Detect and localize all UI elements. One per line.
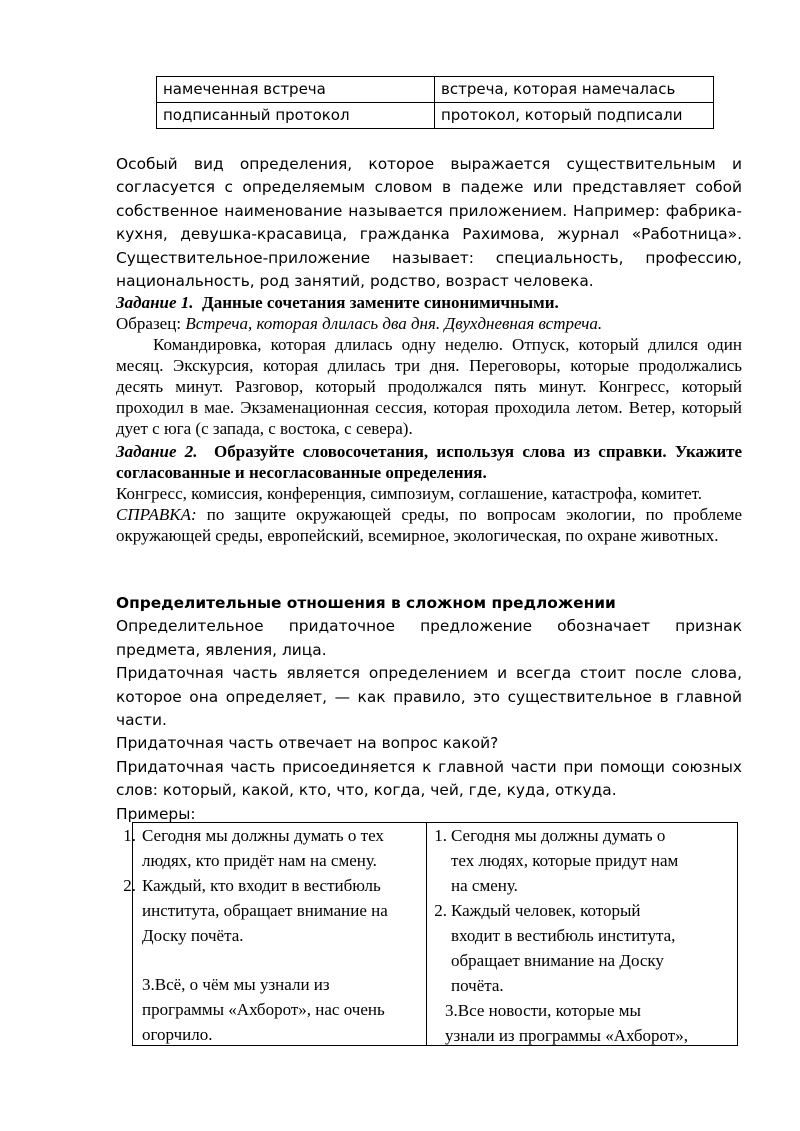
task2-reference: [116, 504, 742, 546]
task1-title: Данные сочетания замените синонимичными.: [202, 293, 559, 312]
task1-sample-text: Встреча, которая длилась два дня. Двухдневная встреча.: [185, 314, 603, 333]
examples-label: Примеры:: [116, 804, 196, 823]
example-item: [427, 823, 727, 898]
example-line: огорчило.: [142, 1025, 213, 1044]
intro-block: [116, 153, 742, 293]
task2-block: [116, 441, 742, 546]
examples-left-frame: [123, 822, 426, 1046]
example-item: [116, 873, 426, 948]
example-item: [427, 998, 727, 1048]
section-block: [116, 592, 742, 826]
participle-table: [156, 76, 714, 129]
examples-left-column: [116, 822, 427, 1046]
example-line: Каждый, кто входит в вестибюль: [142, 876, 381, 895]
table-cell: протокол, который подписали: [435, 103, 714, 129]
section-paragraph: Придаточная часть отвечает на вопрос какой?: [116, 734, 499, 753]
example-line: узнали из программы «Ахборот»,: [445, 1026, 688, 1045]
task1-sample: [116, 313, 742, 334]
example-line: обращает внимание на Доску: [451, 951, 664, 970]
section-paragraph: Придаточная часть присоединяется к главной части при помощи союзных слов: который, какой, кто, что, когда, чей, где, куда, откуда.: [116, 757, 742, 800]
table-row: [157, 77, 714, 103]
example-line: людях, кто придёт нам на смену.: [142, 851, 377, 870]
section-paragraph: Придаточная часть является определением и всегда стоит после слова, которое она определяет, — как правило, это существительное в главной части.: [116, 664, 742, 730]
example-line: почёта.: [451, 976, 504, 995]
example-line: 3.Всё, о чём мы узнали из: [142, 975, 330, 994]
example-line: программы «Ахборот», нас очень: [142, 1000, 385, 1019]
table-cell: встреча, которая намечалась: [435, 77, 714, 103]
task1-label: Задание 1.: [116, 293, 194, 312]
task1-sample-label: Образец:: [116, 314, 182, 333]
task2-reference-label: СПРАВКА:: [116, 505, 197, 524]
examples-right-column: [427, 822, 739, 1046]
intro-paragraph: Особый вид определения, которое выражается существительным и согласуется с определяемым словом в падеже или представляет собой собственное наименование называется приложением. Например: фабрика-кухня, девушка-красавица, гражданка Рахимова, журнал «Работница». Существительное-приложение называет: специальность, профессию, национальность, род занятий, родство, возраст человека.: [116, 155, 742, 291]
task2-title: Образуйте словосочетания, используя слова из справки. Укажите согласованные и несогласованные определения.: [116, 442, 743, 482]
task1-heading: [116, 292, 742, 313]
example-line: 3.Все новости, которые мы: [445, 1001, 641, 1020]
example-item: [427, 898, 727, 998]
example-line: Сегодня мы должны думать о: [451, 826, 666, 845]
example-number: 1.: [434, 826, 447, 845]
task1-block: [116, 292, 742, 439]
table-cell: намеченная встреча: [157, 77, 435, 103]
example-number: 2.: [123, 876, 136, 895]
examples-table: [116, 822, 738, 1046]
section-heading: Определительные отношения в сложном предложении: [116, 594, 616, 612]
example-number: 1.: [123, 826, 136, 845]
example-line: входит в вестибюль института,: [451, 926, 676, 945]
example-line: тех людях, которые придут нам: [451, 851, 679, 870]
task2-reference-text: по защите окружающей среды, по вопросам экологии, по проблеме окружающей среды, европейский, всемирное, экологическая, по охране животных.: [116, 505, 743, 545]
examples-right-frame: [427, 822, 738, 1046]
example-line: на смену.: [451, 876, 518, 895]
example-item: [116, 823, 426, 873]
example-line: Каждый человек, который: [451, 901, 641, 920]
example-line: Сегодня мы должны думать о тех: [142, 826, 384, 845]
table-cell: подписанный протокол: [157, 103, 435, 129]
table-row: [116, 822, 738, 1046]
section-paragraph: Определительное придаточное предложение обозначает признак предмета, явления, лица.: [116, 617, 742, 659]
example-line: Доску почёта.: [142, 926, 244, 945]
task2-heading: [116, 441, 742, 483]
example-number: 2.: [434, 901, 447, 920]
example-item: [116, 972, 426, 1047]
example-line: института, обращает внимание на: [142, 901, 388, 920]
task1-body: Командировка, которая длилась одну неделю. Отпуск, который длился один месяц. Экскурсия, которая длилась три дня. Переговоры, которые продолжались десять минут. Разговор, который продолжался пять минут. Конгресс, который проходил в мае. Экзаменационная сессия, которая проходила летом. Ветер, который дует с юга (с запада, с востока, с севера).: [116, 335, 742, 438]
task2-words: Конгресс, комиссия, конференция, симпозиум, соглашение, катастрофа, комитет.: [116, 484, 703, 503]
task2-label: Задание 2.: [116, 442, 198, 461]
table-row: [157, 103, 714, 129]
